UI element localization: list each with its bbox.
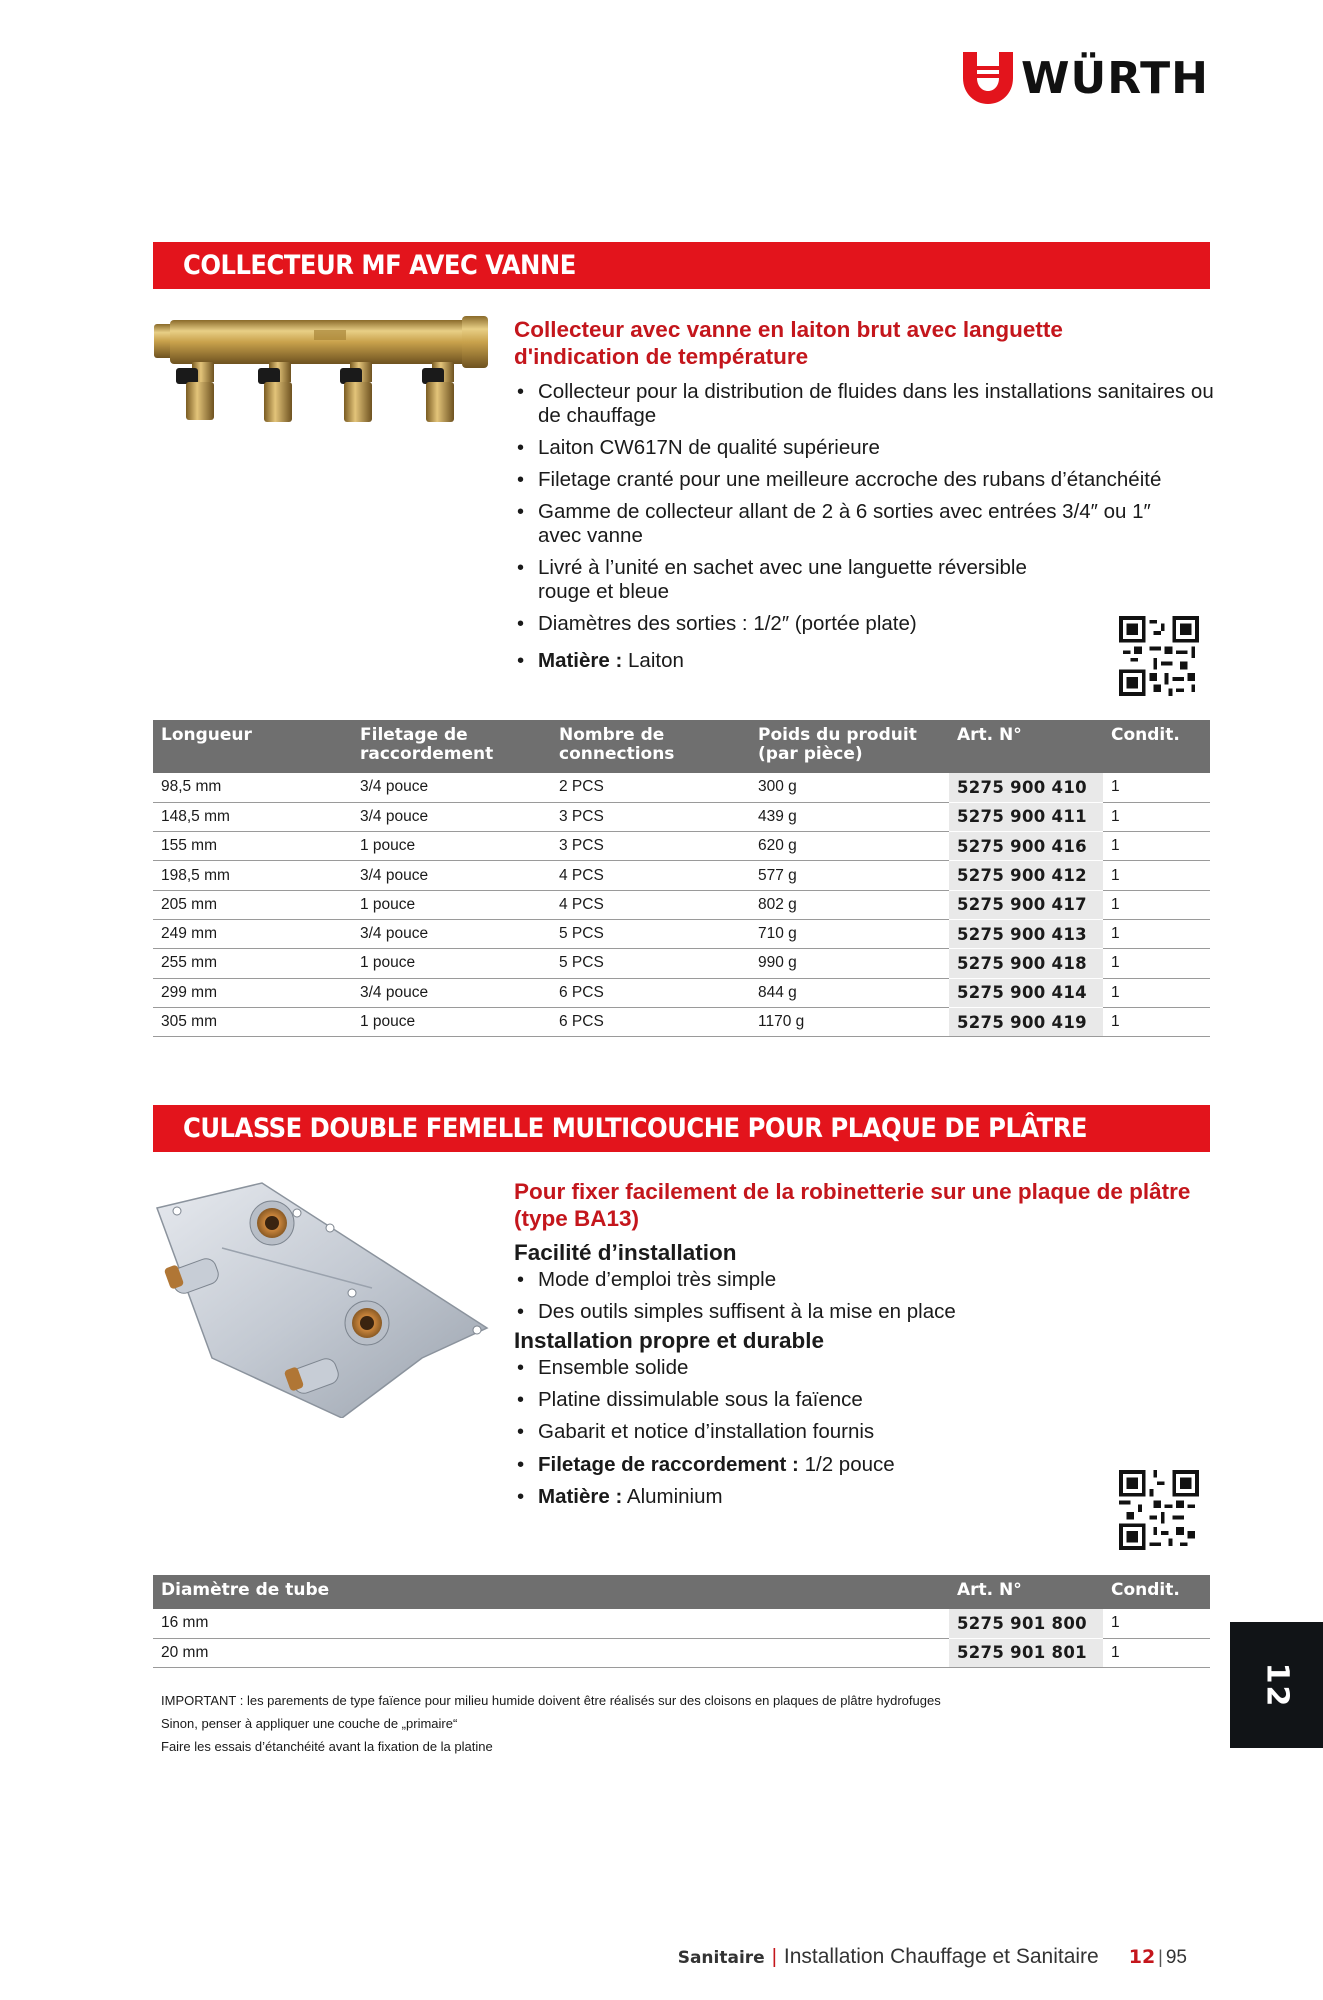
list-item: • Laiton CW617N de qualité supérieure [514,436,1214,460]
cell: 3/4 pouce [352,978,551,1007]
section1-headline: Collecteur avec vanne en laiton brut avec languette d'indication de température [514,317,1063,369]
table-row [153,832,1210,861]
article-number[interactable]: 5275 900 414 [949,978,1103,1007]
cell: 1 pouce [352,890,551,919]
cell: 1 [1103,773,1210,802]
cell: 148,5 mm [153,802,352,831]
footer-page-separator: | [1158,1947,1163,1967]
qr-code-icon[interactable] [1119,616,1199,696]
cell: 255 mm [153,949,352,978]
table-row [153,1609,1210,1638]
table-row [153,773,1210,802]
table-row [153,861,1210,890]
chapter-tab-label: 12 [1259,1662,1294,1708]
table-row [153,1638,1210,1667]
cell: 1 [1103,890,1210,919]
section2-thread [514,1452,1214,1478]
table-header-row [153,720,1210,773]
cell: 710 g [750,919,949,948]
cell: 1 [1103,1609,1210,1638]
section2-group1-list [514,1268,1214,1324]
section2-group1-title: Facilité d’installation [514,1240,737,1265]
wurth-logo [963,52,1209,104]
cell: 1 [1103,919,1210,948]
thread-label: Filetage de raccordement : [538,1453,799,1476]
page-number: 95 [1165,1947,1187,1968]
section2-group2-list [514,1356,1214,1444]
cell: 620 g [750,832,949,861]
wurth-logo-icon [963,52,1013,104]
cell: 577 g [750,861,949,890]
col-header: Condit. [1103,720,1210,773]
note-line: IMPORTANT : les parements de type faïence pour milieu humide doivent être réalisés sur des cloisons en plaques de plâtre hydrofuges [161,1693,941,1708]
footer-separator: | [771,1946,777,1968]
section2-material [514,1484,1214,1510]
list-item: • Diamètres des sorties : 1/2″ (portée plate) [514,612,1214,636]
list-item: • Collecteur pour la distribution de fluides dans les installations sanitaires ou de chauffage [514,380,1214,428]
col-header: Poids du produit (par pièce) [750,720,949,773]
table-row [153,1007,1210,1036]
cell: 844 g [750,978,949,1007]
cell: 2 PCS [551,773,750,802]
list-item: • Ensemble solide [514,1356,1214,1380]
col-header: Art. N° [949,1575,1103,1609]
cell: 300 g [750,773,949,802]
cell: 1170 g [750,1007,949,1036]
article-number[interactable]: 5275 900 410 [949,773,1103,802]
cell: 1 [1103,861,1210,890]
table-row [153,802,1210,831]
section1-spec-table [153,720,1210,1037]
cell: 802 g [750,890,949,919]
section1-features [514,380,1214,636]
table-row [153,919,1210,948]
section2-description [514,1178,1214,1510]
cell: 5 PCS [551,949,750,978]
section2-title: CULASSE DOUBLE FEMELLE MULTICOUCHE POUR PLAQUE DE PLÂTRE [153,1105,1210,1152]
article-number[interactable]: 5275 900 418 [949,949,1103,978]
footer-section: Sanitaire [677,1948,765,1968]
brass-manifold-image [154,316,489,428]
cell: 1 [1103,1007,1210,1036]
cell: 16 mm [153,1609,949,1638]
col-header: Longueur [153,720,352,773]
cell: 3 PCS [551,832,750,861]
footer-chapter: 12 [1128,1946,1156,1968]
list-item: • Filetage cranté pour une meilleure accroche des rubans d’étanchéité [514,468,1214,492]
cell: 1 pouce [352,949,551,978]
cell: 3 PCS [551,802,750,831]
cell: 198,5 mm [153,861,352,890]
col-header: Filetage de raccordement [352,720,551,773]
important-notes [161,1689,941,1758]
cell: 305 mm [153,1007,352,1036]
list-item: • Platine dissimulable sous la faïence [514,1388,1214,1412]
cell: 3/4 pouce [352,773,551,802]
table-row [153,978,1210,1007]
cell: 249 mm [153,919,352,948]
chapter-tab[interactable] [1230,1622,1323,1748]
article-number[interactable]: 5275 900 411 [949,802,1103,831]
article-number[interactable]: 5275 900 416 [949,832,1103,861]
cell: 1 [1103,949,1210,978]
cell: 1 [1103,802,1210,831]
cell: 6 PCS [551,978,750,1007]
material-label: Matière : [538,1485,623,1508]
cell: 20 mm [153,1638,949,1667]
cell: 205 mm [153,890,352,919]
mounting-plate-image [152,1178,492,1418]
cell: 4 PCS [551,890,750,919]
note-line: Sinon, penser à appliquer une couche de „primaire“ [161,1716,458,1731]
article-number[interactable]: 5275 900 412 [949,861,1103,890]
cell: 1 pouce [352,1007,551,1036]
article-number[interactable]: 5275 901 800 [949,1609,1103,1638]
section2-spec-table [153,1575,1210,1668]
section1-material [514,648,1214,674]
article-number[interactable]: 5275 900 419 [949,1007,1103,1036]
list-item: • Gabarit et notice d’installation fournis [514,1420,1214,1444]
material-value: Aluminium [626,1485,723,1508]
cell: 98,5 mm [153,773,352,802]
col-header: Diamètre de tube [153,1575,949,1609]
page-footer [678,1945,1187,1969]
brand-name: WÜRTH [1020,52,1209,104]
cell: 6 PCS [551,1007,750,1036]
cell: 1 [1103,978,1210,1007]
cell: 299 mm [153,978,352,1007]
qr-code-icon[interactable] [1119,1470,1199,1550]
material-value: Laiton [628,649,684,672]
cell: 990 g [750,949,949,978]
cell: 4 PCS [551,861,750,890]
cell: 3/4 pouce [352,861,551,890]
col-header: Art. N° [949,720,1103,773]
article-number[interactable]: 5275 901 801 [949,1638,1103,1667]
list-item: • Livré à l’unité en sachet avec une languette réversible rouge et bleue [514,556,1054,604]
col-header: Nombre de connections [551,720,750,773]
article-number[interactable]: 5275 900 413 [949,919,1103,948]
cell: 5 PCS [551,919,750,948]
section2-headline: Pour fixer facilement de la robinetterie sur une plaque de plâtre (type BA13) [514,1179,1191,1231]
section1-title: COLLECTEUR MF AVEC VANNE [153,242,1210,289]
cell: 1 [1103,832,1210,861]
thread-value: 1/2 pouce [804,1453,895,1476]
list-item: • Mode d’emploi très simple [514,1268,1214,1292]
list-item: • Gamme de collecteur allant de 2 à 6 sorties avec entrées 3/4″ ou 1″ avec vanne [514,500,1194,548]
cell: 1 [1103,1638,1210,1667]
cell: 3/4 pouce [352,919,551,948]
table-row [153,949,1210,978]
cell: 155 mm [153,832,352,861]
cell: 1 pouce [352,832,551,861]
cell: 439 g [750,802,949,831]
col-header: Condit. [1103,1575,1210,1609]
table-row [153,890,1210,919]
section2-group2-title: Installation propre et durable [514,1328,825,1353]
material-label: Matière : [538,649,623,672]
note-line: Faire les essais d’étanchéité avant la fixation de la platine [161,1739,493,1754]
table-header-row [153,1575,1210,1609]
footer-title: Installation Chauffage et Sanitaire [783,1945,1099,1968]
cell: 3/4 pouce [352,802,551,831]
section1-description [514,316,1214,674]
article-number[interactable]: 5275 900 417 [949,890,1103,919]
list-item: • Des outils simples suffisent à la mise en place [514,1300,1214,1324]
